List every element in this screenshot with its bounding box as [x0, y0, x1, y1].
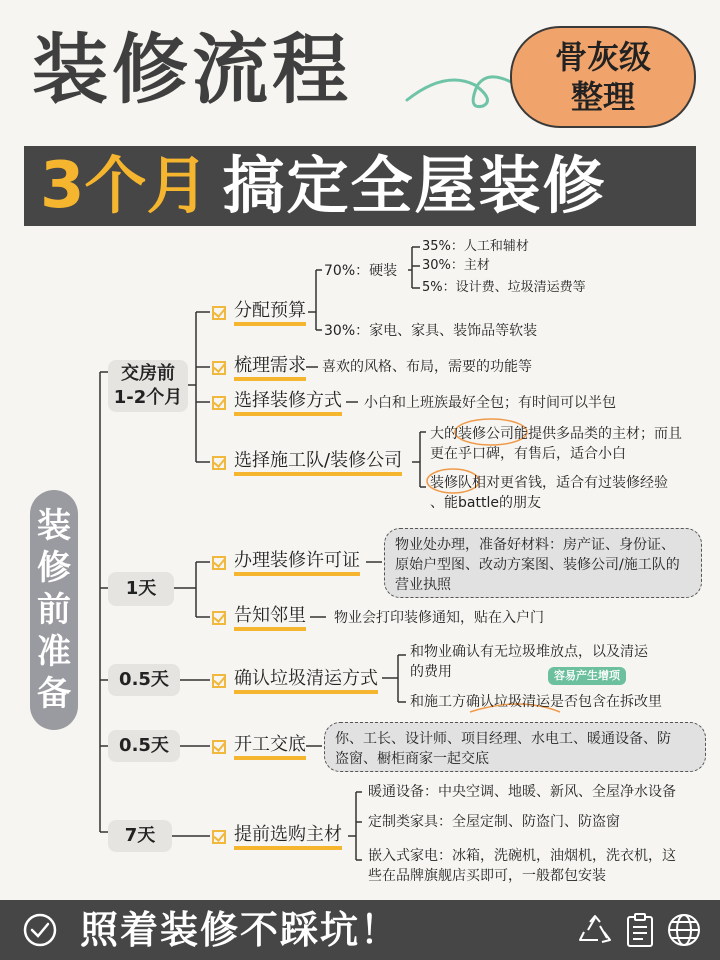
text-fragment: 能提供多品类的主材；而且: [514, 426, 682, 442]
permit-note: [384, 528, 702, 598]
banner-text: 搞定全屋装修: [222, 149, 607, 222]
materials-appliances-2: 些在品牌旗舰店买即可，一般都包安装: [368, 868, 606, 884]
item-materials: [212, 824, 342, 850]
subtitle-banner: [24, 146, 696, 226]
text-fragment: 装修队: [430, 475, 472, 491]
neighbors-desc: 物业会打印装修通知，贴在入户门: [334, 610, 544, 626]
stage-7-days: [108, 820, 172, 852]
side-char: 修: [37, 548, 71, 588]
note-line: 你、工长、设计师、项目经理、水电工、暖通设备、防: [335, 731, 671, 747]
stage-half-day-2: [108, 730, 180, 762]
item-label: 开工交底: [234, 734, 306, 760]
needs-desc: 喜欢的风格、布局，需要的功能等: [322, 359, 532, 375]
garbage-desc-2: 的费用: [410, 664, 452, 680]
squiggle-decoration-icon: [405, 60, 515, 120]
budget-hard-sub: 35%：人工和辅材: [422, 239, 529, 254]
item-garbage: [212, 668, 378, 694]
banner-number: 3: [40, 149, 85, 223]
item-label: 提前选购主材: [234, 824, 342, 850]
extra-cost-tag: 容易产生增项: [548, 667, 626, 685]
text-fragment: 和施工方: [410, 694, 466, 710]
checkbox-icon: [212, 456, 226, 470]
recycle-icon: [578, 914, 612, 948]
checkbox-icon: [212, 306, 226, 320]
badge-line2: 整理: [570, 78, 635, 116]
checkbox-icon: [212, 396, 226, 410]
budget-hard-sub: 30%：主材: [422, 258, 490, 273]
side-char: 装: [37, 506, 71, 546]
item-label: 选择施工队/装修公司: [234, 450, 402, 476]
stage-label: 7天: [124, 825, 156, 846]
note-line: 物业处办理，准备好材料：房产证、身份证、: [395, 537, 675, 553]
checkbox-icon: [212, 556, 226, 570]
budget-soft: 30%：家电、家具、装饰品等软装: [324, 323, 538, 339]
note-line: 原始户型图、改动方案图、装修公司/施工队的: [395, 557, 680, 573]
checkbox-icon: [212, 674, 226, 688]
text-fragment: 确认垃圾清运是否包含在拆改里: [466, 694, 662, 710]
text-fragment: 大的: [430, 426, 458, 442]
side-char: 备: [37, 674, 71, 714]
stage-label: 0.5天: [119, 669, 169, 690]
page-title: 装修流程: [32, 25, 352, 114]
team-company-desc-2: 更在乎口碑，有售后，适合小白: [430, 446, 626, 462]
globe-icon: [666, 912, 702, 948]
clipboard-icon: [624, 912, 656, 948]
method-desc: 小白和上班族最好全包；有时间可以半包: [364, 395, 616, 411]
stage-half-day-1: [108, 664, 180, 696]
checkbox-icon: [212, 361, 226, 375]
text-fragment: 装修公司: [458, 426, 514, 442]
materials-custom: 定制类家具：全屋定制、防盗门、防盗窗: [368, 814, 620, 830]
stage-before-handover: [108, 360, 188, 412]
badge-line1: 骨灰级: [554, 38, 651, 76]
team-crew-desc-2: 、能battle的朋友: [430, 495, 541, 511]
item-kickoff: [212, 734, 306, 760]
banner-months: 个月: [84, 149, 209, 222]
budget-hard: 70%：硬装: [324, 263, 398, 279]
materials-hvac: 暖通设备：中央空调、地暖、新风、全屋净水设备: [368, 784, 676, 800]
item-label: 确认垃圾清运方式: [234, 668, 378, 694]
materials-appliances-1: 嵌入式家电：冰箱，洗碗机，油烟机，洗衣机，这: [368, 848, 676, 864]
item-neighbors: [212, 605, 306, 631]
team-crew-desc: [430, 473, 668, 493]
side-char: 准: [37, 632, 71, 672]
footer-slogan: 照着装修不踩坑！: [80, 908, 401, 952]
side-char: 前: [37, 590, 71, 630]
item-method: [212, 390, 342, 416]
item-label: 选择装修方式: [234, 390, 342, 416]
budget-hard-sub: 5%：设计费、垃圾清运费等: [422, 280, 586, 295]
garbage-desc-1: 和物业确认有无垃圾堆放点，以及清运: [410, 644, 648, 660]
item-team: [212, 450, 402, 476]
team-company-desc: [430, 424, 682, 444]
item-needs: [212, 355, 306, 381]
stage-label: 0.5天: [119, 735, 169, 756]
stage-label: 1天: [125, 578, 157, 599]
item-label: 办理装修许可证: [234, 550, 360, 576]
grade-badge: [510, 26, 696, 128]
item-label: 告知邻里: [234, 605, 306, 631]
check-circle-icon: [22, 912, 58, 948]
item-budget: [212, 300, 306, 326]
text-fragment: 相对更省钱，适合有过装修经验: [472, 475, 668, 491]
side-category-label: [30, 490, 78, 730]
checkbox-icon: [212, 611, 226, 625]
stage-label: 交房前: [121, 363, 175, 384]
checkbox-icon: [212, 830, 226, 844]
checkbox-icon: [212, 740, 226, 754]
note-line: 盗窗、橱柜商家一起交底: [335, 751, 489, 767]
stage-label: 1-2个月: [113, 387, 183, 408]
kickoff-note: [324, 722, 706, 772]
stage-1-day: [108, 572, 174, 606]
item-label: 分配预算: [234, 300, 306, 326]
item-permit: [212, 550, 360, 576]
note-line: 营业执照: [395, 577, 451, 593]
garbage-desc-3: [410, 692, 662, 712]
item-label: 梳理需求: [234, 355, 306, 381]
